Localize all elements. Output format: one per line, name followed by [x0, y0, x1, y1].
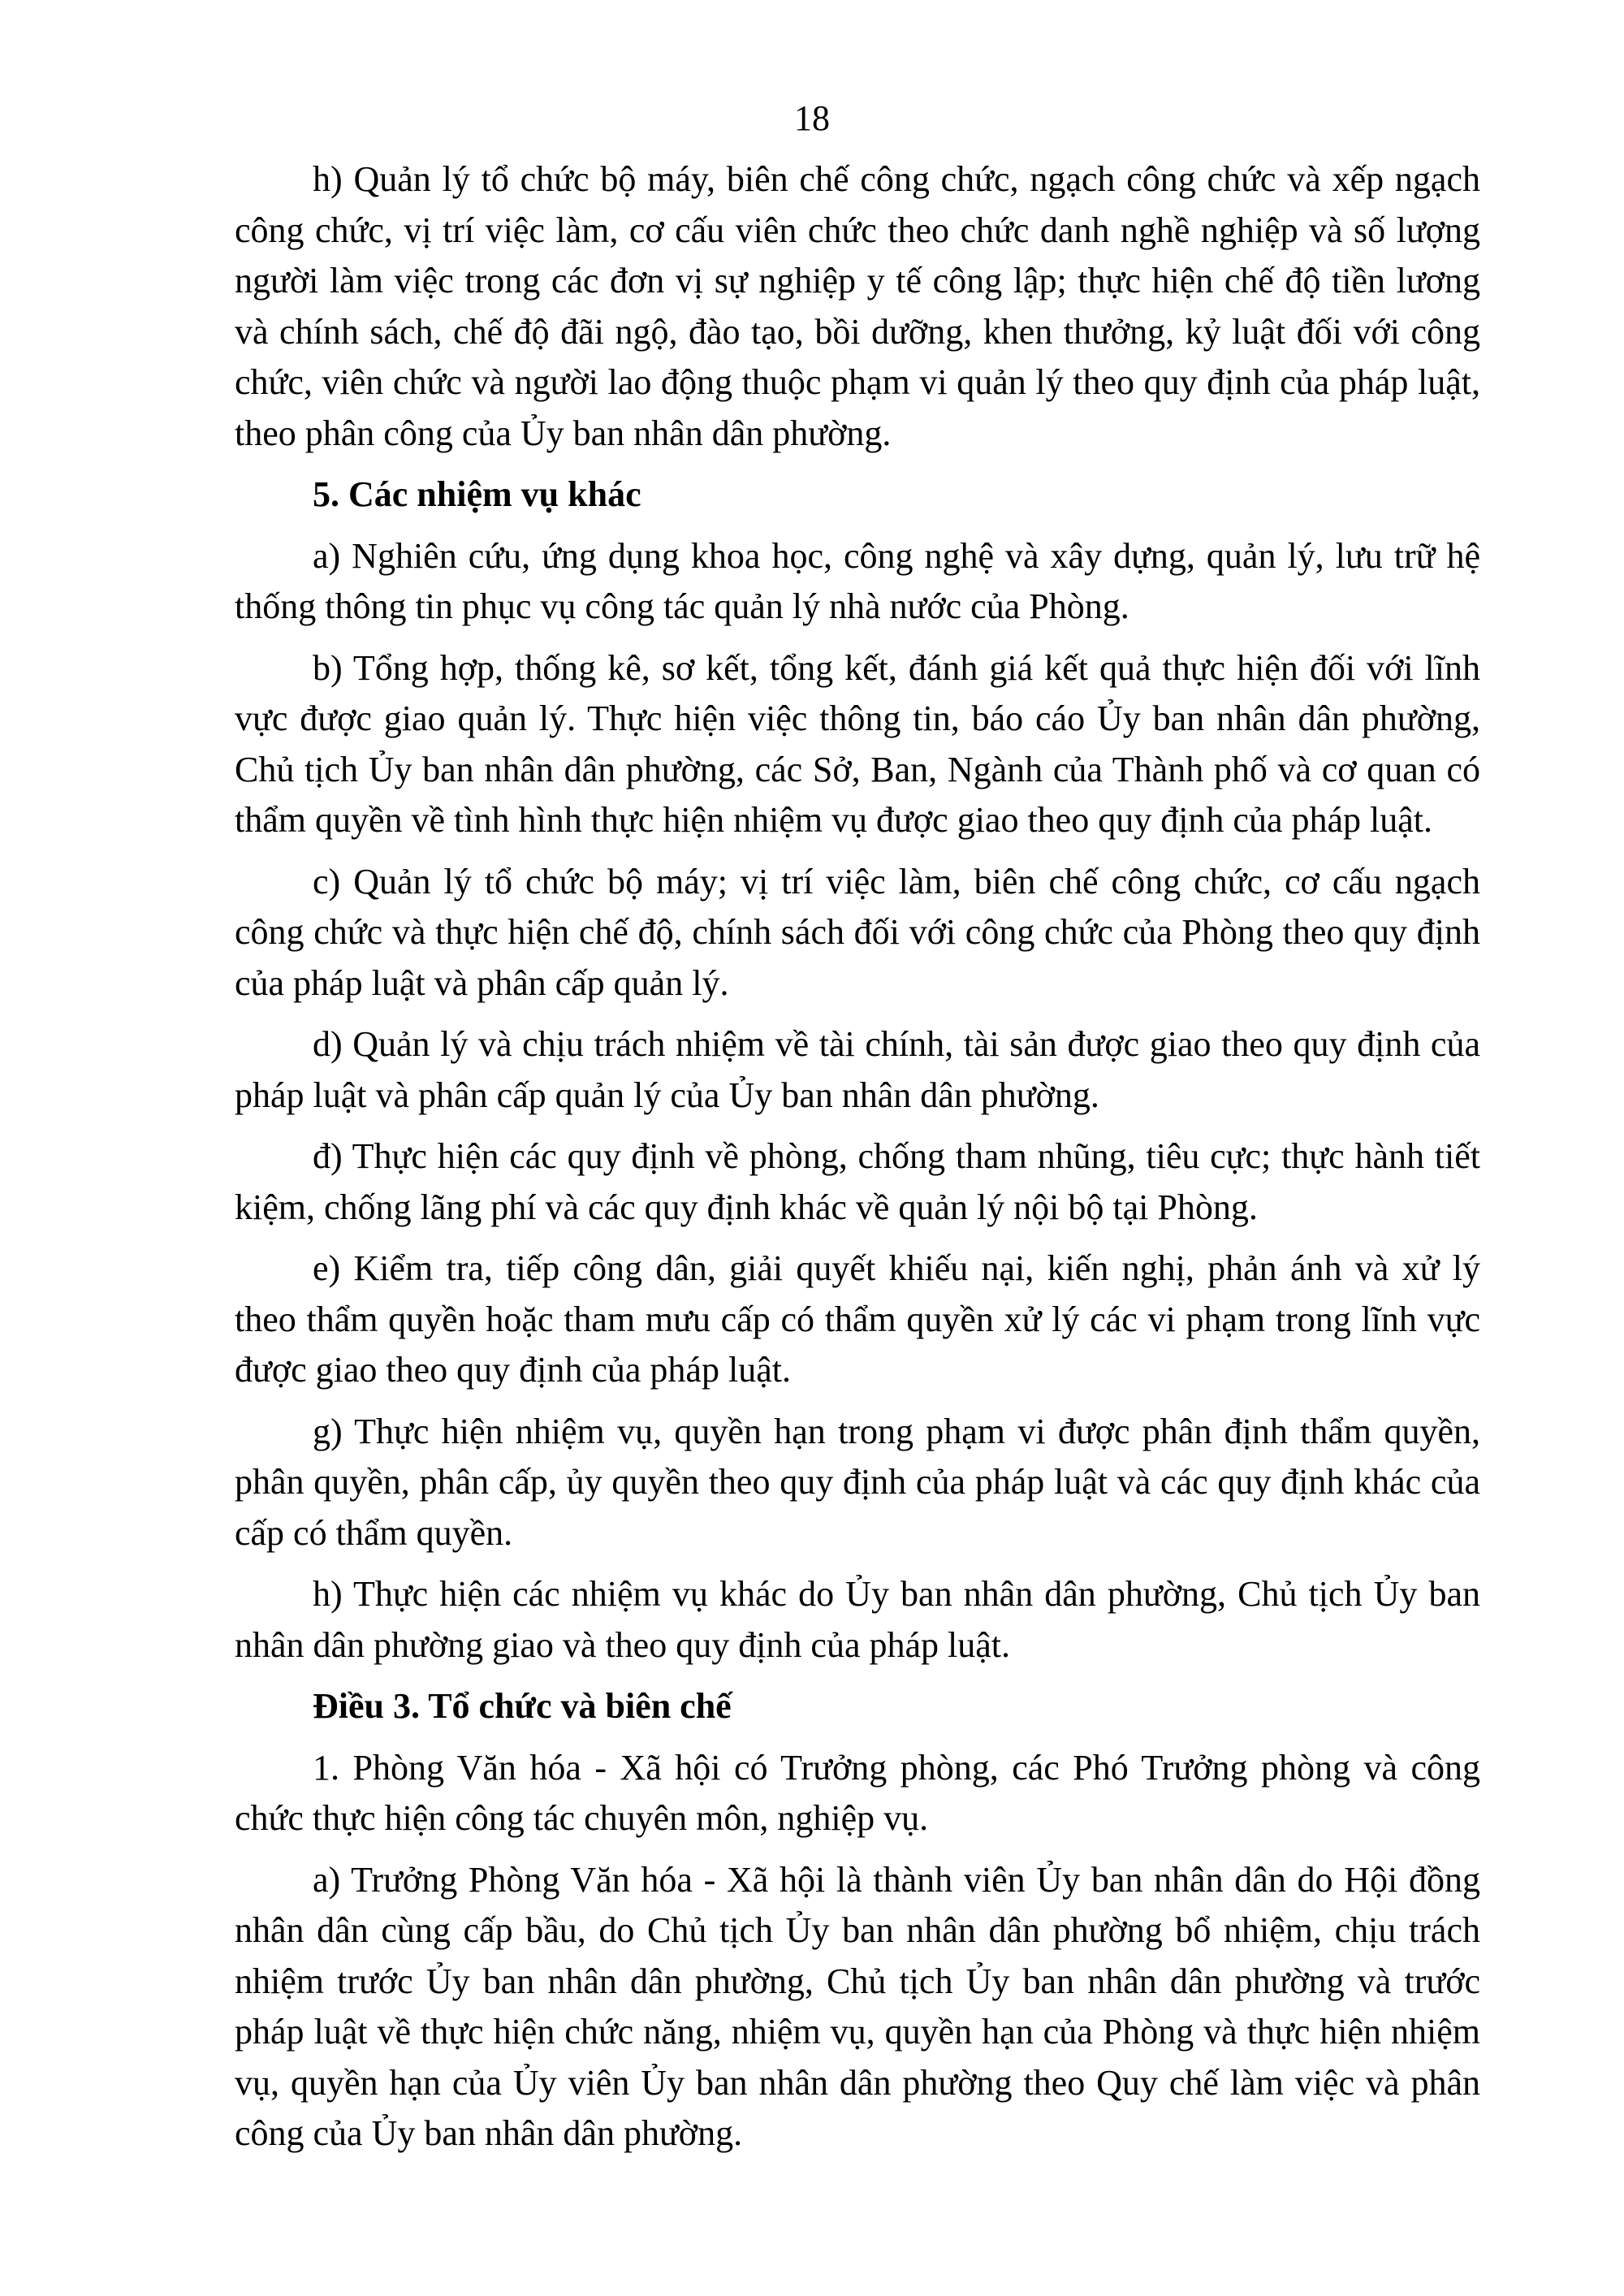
paragraph-5e-inspection: e) Kiểm tra, tiếp công dân, giải quyết khiếu nại, kiến nghị, phản ánh và xử lý theo thẩm quyền hoặc tham mưu cấp có thẩm quyền xử lý các vi phạm trong lĩnh vực được giao theo quy định của pháp luật. [235, 1248, 1480, 1390]
paragraph-3-1a-head-of-office: a) Trưởng Phòng Văn hóa - Xã hội là thành viên Ủy ban nhân dân do Hội đồng nhân dân cùng cấp bầu, do Chủ tịch Ủy ban nhân dân phường bổ nhiệm, chịu trách nhiệm trước Ủy ban nhân dân phường, Chủ tịch Ủy ban nhân dân phường và trước pháp luật về thực hiện chức năng, nhiệm vụ, quyền hạn của Phòng và thực hiện nhiệm vụ, quyền hạn của Ủy viên Ủy ban nhân dân phường theo Quy chế làm việc và phân công của Ủy ban nhân dân phường. [235, 1859, 1480, 2153]
paragraph-5h-other-duties: h) Thực hiện các nhiệm vụ khác do Ủy ban nhân dân phường, Chủ tịch Ủy ban nhân dân phường giao và theo quy định của pháp luật. [235, 1574, 1480, 1665]
paragraph-4h-personnel-management: h) Quản lý tổ chức bộ máy, biên chế công chức, ngạch công chức và xếp ngạch công chức, vị trí việc làm, cơ cấu viên chức theo chức danh nghề nghiệp và số lượng người làm việc trong các đơn vị sự nghiệp y tế công lập; thực hiện chế độ tiền lương và chính sách, chế độ đãi ngộ, đào tạo, bồi dưỡng, khen thưởng, kỷ luật đối với công chức, viên chức và người lao động thuộc phạm vi quản lý theo quy định của pháp luật, theo phân công của Ủy ban nhân dân phường. [235, 159, 1480, 453]
section-heading-other-tasks: 5. Các nhiệm vụ khác [313, 474, 641, 514]
paragraph-3-1-structure: 1. Phòng Văn hóa - Xã hội có Trưởng phòng, các Phó Trưởng phòng và công chức thực hiện công tác chuyên môn, nghiệp vụ. [235, 1747, 1480, 1838]
paragraph-5a-research: a) Nghiên cứu, ứng dụng khoa học, công nghệ và xây dựng, quản lý, lưu trữ hệ thống thông tin phục vụ công tác quản lý nhà nước của Phòng. [235, 535, 1480, 626]
article-heading-organization: Điều 3. Tổ chức và biên chế [313, 1686, 732, 1726]
paragraph-5c-organization: c) Quản lý tổ chức bộ máy; vị trí việc làm, biên chế công chức, cơ cấu ngạch công chức và thực hiện chế độ, chính sách đối với công chức của Phòng theo quy định của pháp luật và phân cấp quản lý. [235, 861, 1480, 1003]
paragraph-5b-reporting: b) Tổng hợp, thống kê, sơ kết, tổng kết, đánh giá kết quả thực hiện đối với lĩnh vực được giao quản lý. Thực hiện việc thông tin, báo cáo Ủy ban nhân dân phường, Chủ tịch Ủy ban nhân dân phường, các Sở, Ban, Ngành của Thành phố và cơ quan có thẩm quyền về tình hình thực hiện nhiệm vụ được giao theo quy định của pháp luật. [235, 647, 1480, 840]
paragraph-5d-finance: d) Quản lý và chịu trách nhiệm về tài chính, tài sản được giao theo quy định của pháp luật và phân cấp quản lý của Ủy ban nhân dân phường. [235, 1024, 1480, 1115]
paragraph-5g-delegated-powers: g) Thực hiện nhiệm vụ, quyền hạn trong phạm vi được phân định thẩm quyền, phân quyền, phân cấp, ủy quyền theo quy định của pháp luật và các quy định khác của cấp có thẩm quyền. [235, 1411, 1480, 1553]
paragraph-5dd-anti-corruption: đ) Thực hiện các quy định về phòng, chống tham nhũng, tiêu cực; thực hành tiết kiệm, chống lãng phí và các quy định khác về quản lý nội bộ tại Phòng. [235, 1136, 1480, 1227]
page-number: 18 [794, 98, 830, 138]
document-body [235, 154, 1480, 2170]
